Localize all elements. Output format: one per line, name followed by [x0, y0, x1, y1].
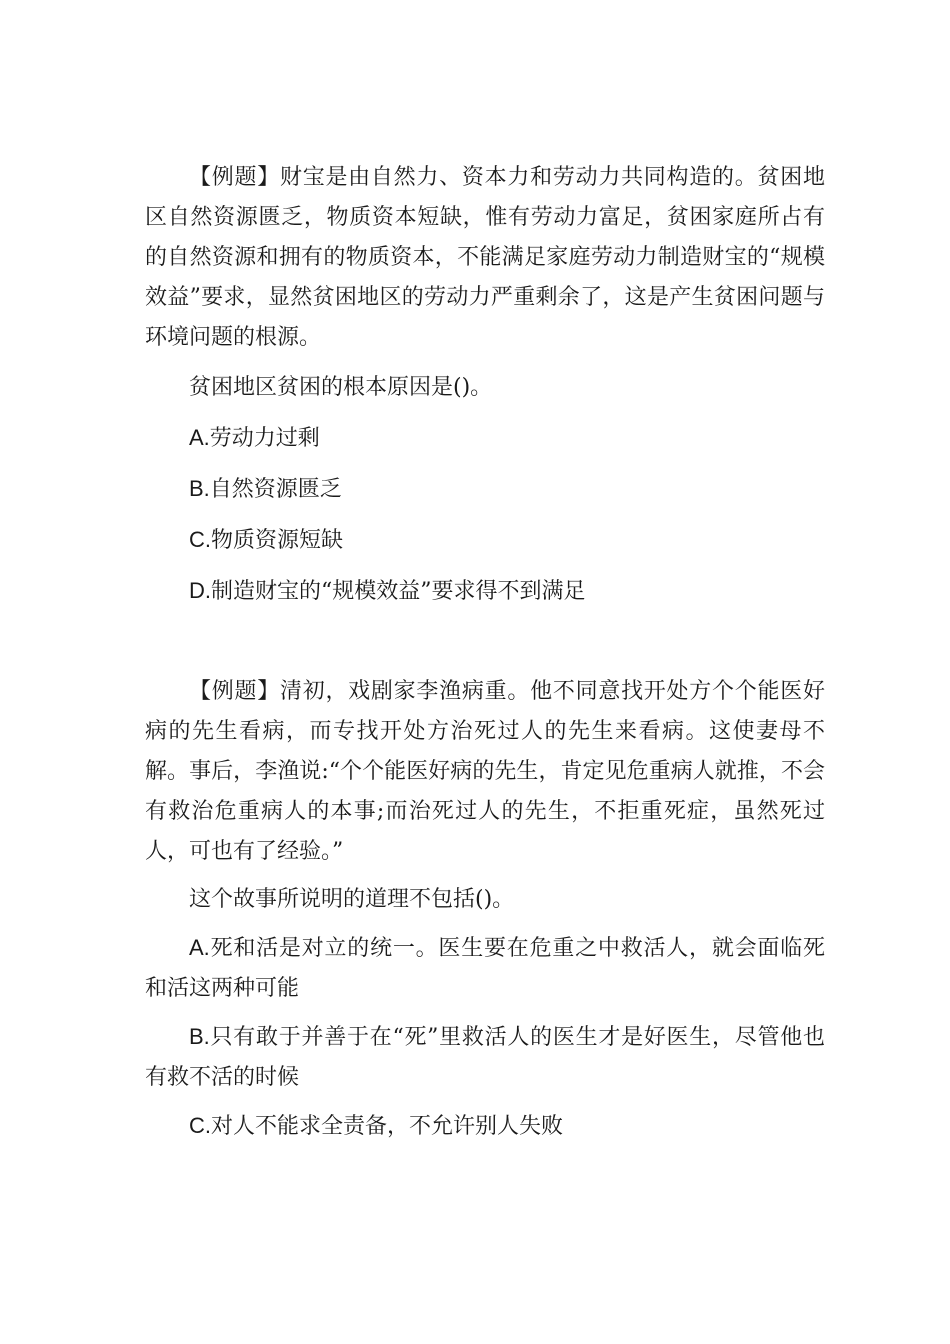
option-label: C. [189, 1113, 211, 1138]
option-text: 制造财宝的“规模效益”要求得不到满足 [211, 579, 586, 604]
question-1-stem: 贫困地区贫困的根本原因是()。 [189, 375, 493, 400]
question-2-option-a [145, 928, 825, 1009]
option-text: 对人不能求全责备，不允许别人失败 [211, 1114, 564, 1139]
option-label: C. [189, 527, 211, 552]
question-1-option-b [145, 469, 825, 510]
option-label: D. [189, 578, 211, 603]
option-text: 只有敢于并善于在“死”里救活人的医生才是好医生，尽管他也有救不活的时候 [145, 1025, 825, 1090]
question-2-passage: 【例题】清初，戏剧家李渔病重。他不同意找开处方个个能医好病的先生看病，而专找开处方治死过人的先生来看病。这使妻母不解。事后，李渔说:“个个能医好病的先生，肯定见危重病人就推，不会有救治危重病人的本事;而治死过人的先生，不拒重死症，虽然死过人，可也有了经验。” [145, 679, 825, 864]
option-text: 自然资源匮乏 [209, 477, 342, 502]
option-label: A. [189, 425, 210, 450]
option-text: 劳动力过剩 [209, 426, 320, 451]
question-2-option-b [145, 1017, 825, 1098]
option-label: B. [189, 1024, 210, 1049]
question-2 [145, 672, 825, 1147]
option-label: B. [189, 476, 210, 501]
option-text: 死和活是对立的统一。医生要在危重之中救活人，就会面临死和活这两种可能 [145, 936, 825, 1001]
option-label: A. [189, 935, 210, 960]
question-2-stem: 这个故事所说明的道理不包括()。 [189, 887, 515, 912]
option-text: 物质资源短缺 [211, 528, 344, 553]
question-1-option-a [145, 418, 825, 459]
question-1-option-c [145, 520, 825, 561]
question-1-option-d [145, 571, 825, 612]
question-1-passage: 【例题】财宝是由自然力、资本力和劳动力共同构造的。贫困地区自然资源匮乏，物质资本短缺，惟有劳动力富足，贫困家庭所占有的自然资源和拥有的物质资本，不能满足家庭劳动力制造财宝的“规模效益”要求，显然贫困地区的劳动力严重剩余了，这是产生贫困问题与环境问题的根源。 [145, 165, 825, 350]
question-2-option-c [145, 1106, 825, 1147]
question-1 [145, 158, 825, 612]
